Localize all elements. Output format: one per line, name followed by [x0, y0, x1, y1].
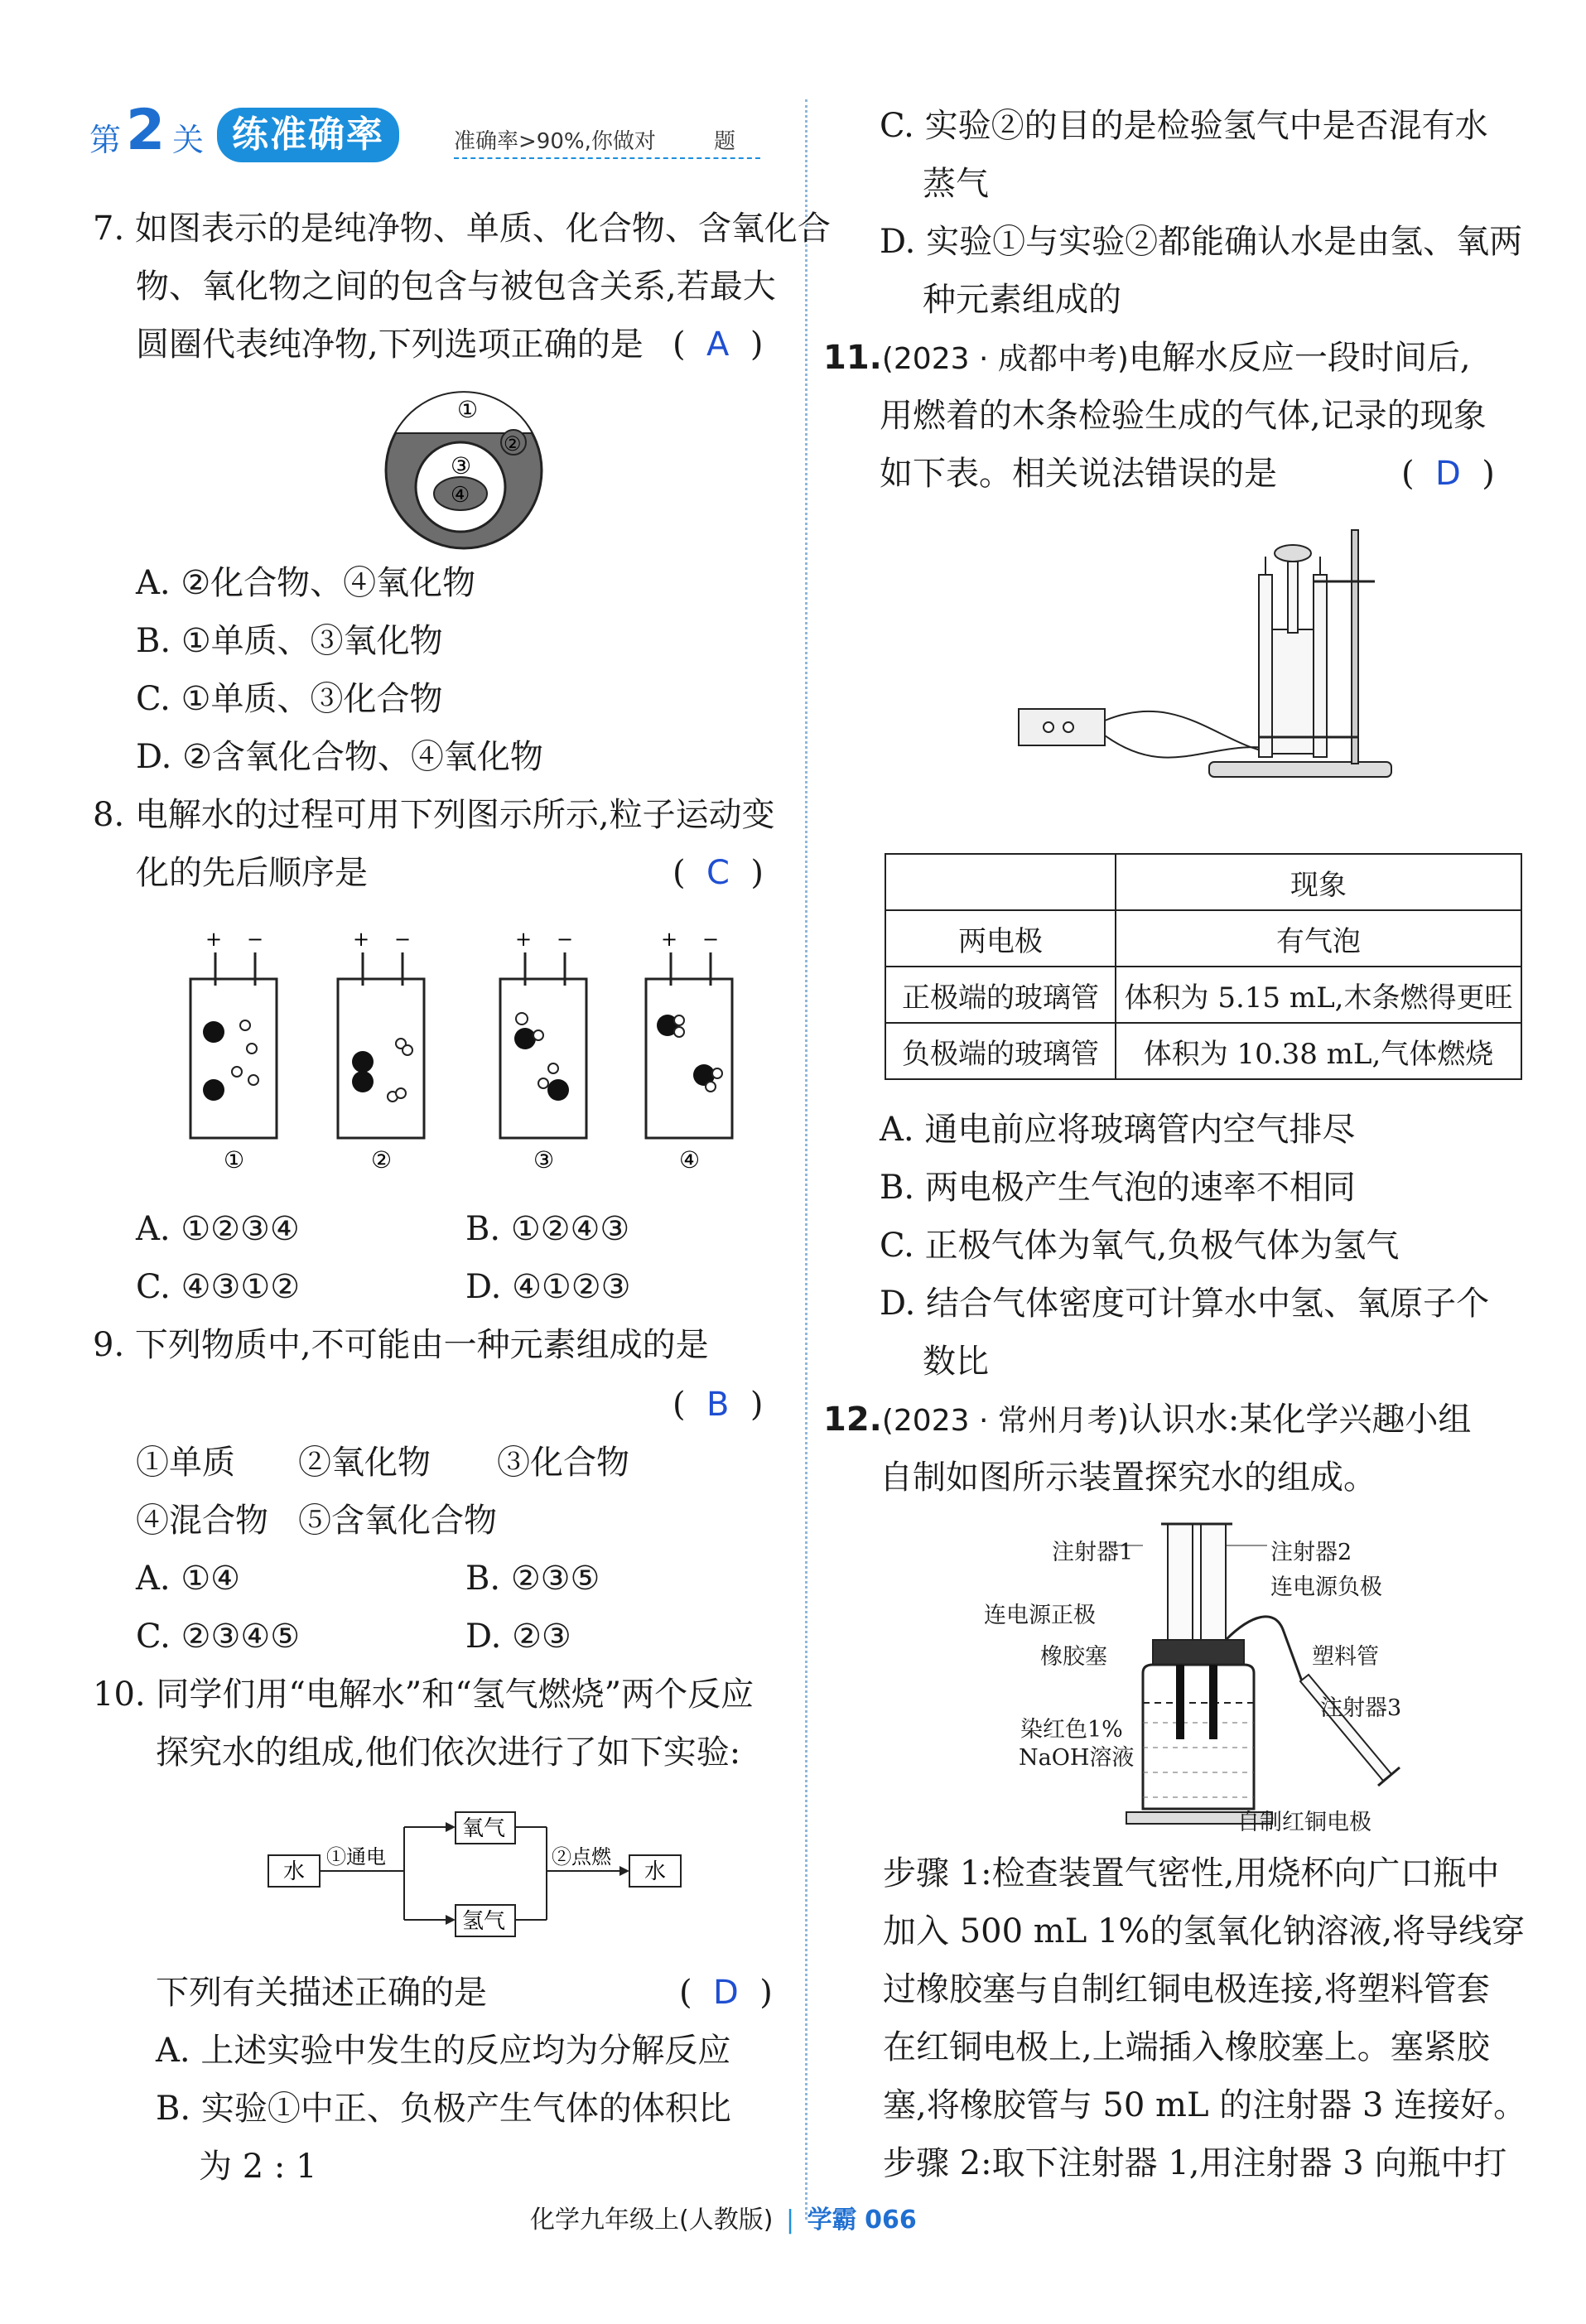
flow-water-1: 水	[283, 1859, 306, 1884]
venn-label-3: ③	[451, 452, 472, 480]
label-positive: 连电源正极	[984, 1603, 1096, 1628]
svg-text:−: −	[702, 928, 720, 951]
venn-label-2: ②	[504, 432, 522, 456]
q11-option-d: D. 结合气体密度可计算水中氢、氧原子个	[880, 1285, 1490, 1323]
q11-answer: D	[1435, 455, 1461, 493]
svg-text:+: +	[661, 928, 678, 951]
q8-panel-label-4: ④	[679, 1146, 701, 1174]
venn-label-4: ④	[451, 483, 470, 508]
q12-stem-line-1	[823, 1400, 1471, 1441]
q7-venn-diagram	[381, 388, 547, 553]
q11-stem-line-2: 用燃着的木条检验生成的气体,记录的现象	[880, 397, 1487, 435]
q10-option-b-cont: 为 2 : 1	[199, 2148, 317, 2186]
q8-stem-line-1: 8. 电解水的过程可用下列图示所示,粒子运动变	[93, 796, 775, 834]
left-tube	[1259, 575, 1272, 757]
q9-option-b: B. ②③⑤	[465, 1560, 600, 1598]
wide-mouth-bottle	[1143, 1665, 1254, 1809]
plus-sign: +	[205, 928, 223, 951]
q7-stem-line-2: 物、氧化物之间的包含与被包含关系,若最大	[136, 268, 776, 306]
q11-option-a: A. 通电前应将玻璃管内空气排尽	[880, 1111, 1356, 1149]
header-suffix: 关	[172, 122, 205, 158]
table-cell: 体积为 5.15 mL,木条燃得更旺	[1116, 967, 1521, 1023]
q9-answer: B	[706, 1386, 730, 1424]
q12-step-line-2: 加入 500 mL 1%的氢氧化钠溶液,将导线穿	[883, 1912, 1526, 1950]
q11-option-b: B. 两电极产生气泡的速率不相同	[880, 1169, 1356, 1207]
svg-text:−: −	[557, 928, 574, 951]
q8-panel-3	[500, 928, 586, 1174]
q11-source: (2023 · 成都中考)	[881, 342, 1129, 376]
q7-stem-line-1: 7. 如图表示的是纯净物、单质、化合物、含氧化合	[93, 210, 831, 248]
q8-option-a: A. ①②③④	[136, 1210, 300, 1248]
label-naoh-1: 染红色1%	[1020, 1717, 1123, 1743]
q8-particle-diagrams	[182, 928, 754, 1184]
q7-option-a: A. ②化合物、④氧化物	[136, 564, 476, 602]
table-cell: 负极端的玻璃管	[885, 1023, 1116, 1079]
q10-stem-line-2: 探究水的组成,他们依次进行了如下实验:	[156, 1733, 741, 1772]
syringe-2	[1201, 1524, 1226, 1640]
footer-separator: |	[785, 2206, 795, 2235]
q7-answer-box: ( A )	[672, 325, 764, 364]
q7-stem-line-3: 圆圈代表纯净物,下列选项正确的是	[136, 325, 644, 364]
q10-option-d-cont: 种元素组成的	[923, 281, 1121, 319]
q8-panel-label-3: ③	[533, 1146, 555, 1174]
flow-oxygen: 氧气	[462, 1816, 506, 1841]
q7-option-d: D. ②含氧化合物、④氧化物	[136, 738, 543, 776]
q8-stem-line-2: 化的先后顺序是	[136, 854, 368, 892]
q12-step-line-3: 过橡胶塞与自制红铜电极连接,将塑料管套	[883, 1970, 1490, 2008]
label-syringe-1: 注射器1	[1052, 1540, 1134, 1565]
q8-option-d: D. ④①②③	[465, 1268, 631, 1306]
q11-stem-text: 电解水反应一段时间后,	[1128, 339, 1471, 377]
header-note-end: 题	[714, 129, 736, 154]
svg-text:+: +	[515, 928, 533, 951]
q11-stem-line-1	[823, 338, 1471, 379]
q10-stem-line-1: 10. 同学们用“电解水”和“氢气燃烧”两个反应	[93, 1675, 754, 1714]
q9-option-a: A. ①④	[136, 1560, 241, 1598]
q11-number: 11.	[823, 339, 882, 377]
q9-answer-box: ( B )	[672, 1386, 764, 1424]
q8-answer-box: ( C )	[672, 854, 764, 892]
label-negative: 连电源负极	[1270, 1574, 1382, 1600]
header-underline	[454, 157, 760, 159]
table-row	[885, 1023, 1521, 1079]
q9-item-1: ①单质	[136, 1444, 235, 1482]
page-footer	[530, 2199, 917, 2235]
q7-option-c: C. ①单质、③化合物	[136, 680, 443, 718]
label-naoh-2: NaOH溶液	[1019, 1745, 1135, 1771]
q11-option-d-cont: 数比	[923, 1343, 989, 1381]
label-stopper: 橡胶塞	[1040, 1644, 1107, 1670]
flow-hydrogen: 氢气	[462, 1909, 506, 1934]
q10-option-d: D. 实验①与实验②都能确认水是由氢、氧两	[880, 223, 1523, 261]
q9-item-3: ③化合物	[497, 1444, 629, 1482]
q11-option-c: C. 正极气体为氧气,负极气体为氢气	[880, 1227, 1400, 1265]
q8-panel-2	[338, 928, 424, 1174]
electrode-left	[1176, 1665, 1184, 1739]
power-supply	[1019, 709, 1105, 745]
flow-step-1: ①通电	[326, 1845, 386, 1868]
label-plastic-tube: 塑料管	[1312, 1644, 1379, 1670]
q7-option-b: B. ①单质、③氧化物	[136, 622, 443, 660]
q8-panel-label-2: ②	[371, 1146, 393, 1174]
q12-stem-text: 认识水:某化学兴趣小组	[1128, 1401, 1472, 1439]
q12-step-line-4: 在红铜电极上,上端插入橡胶塞上。塞紧胶	[883, 2028, 1490, 2066]
q8-option-c: C. ④③①②	[136, 1268, 301, 1306]
q9-item-5: ⑤含氧化合物	[298, 1502, 497, 1540]
q11-electrolysis-apparatus	[1010, 513, 1408, 787]
table-cell: 有气泡	[1116, 910, 1521, 967]
footer-page-number: 066	[865, 2206, 917, 2235]
table-header-row	[885, 854, 1521, 910]
q10-prompt: 下列有关描述正确的是	[156, 1974, 487, 2012]
q11-stem-line-3: 如下表。相关说法错误的是	[880, 455, 1277, 493]
electrode-right	[1209, 1665, 1217, 1739]
q10-option-b: B. 实验①中正、负极产生气体的体积比	[156, 2090, 731, 2128]
svg-text:−: −	[394, 928, 412, 951]
q8-answer: C	[706, 854, 730, 892]
q8-panel-label-1: ①	[224, 1146, 245, 1174]
q11-observation-table	[885, 853, 1522, 1080]
q12-source: (2023 · 常州月考)	[881, 1404, 1129, 1438]
q12-step-line-5: 塞,将橡胶管与 50 mL 的注射器 3 连接好。	[883, 2086, 1527, 2124]
q10-flow-diagram	[257, 1804, 687, 1945]
rubber-stopper	[1153, 1640, 1244, 1665]
q8-option-b: B. ①②④③	[465, 1210, 630, 1248]
stand-rod	[1352, 530, 1358, 764]
table-cell: 正极端的玻璃管	[885, 967, 1116, 1023]
q9-stem: 9. 下列物质中,不可能由一种元素组成的是	[93, 1326, 709, 1364]
q11-answer-box: ( D )	[1401, 455, 1495, 493]
venn-label-1: ①	[457, 396, 479, 423]
q7-answer: A	[706, 325, 730, 364]
footer-brand: 学霸	[807, 2206, 857, 2235]
q12-step-line-6: 步骤 2:取下注射器 1,用注射器 3 向瓶中打	[883, 2144, 1507, 2182]
table-cell: 两电极	[885, 910, 1116, 967]
header-note: 准确率>90%,你做对	[454, 129, 656, 154]
q10-answer-box: ( D )	[679, 1974, 773, 2012]
q8-panel-1	[190, 928, 277, 1174]
column-divider	[805, 99, 807, 2220]
label-syringe-3: 注射器3	[1320, 1695, 1402, 1721]
q9-item-4: ④混合物	[136, 1502, 268, 1540]
q9-item-2: ②氧化物	[298, 1444, 431, 1482]
table-row	[885, 967, 1521, 1023]
q10-option-a: A. 上述实验中发生的反应均为分解反应	[156, 2032, 731, 2070]
table-row	[885, 910, 1521, 967]
right-tube	[1314, 575, 1327, 757]
q10-option-c: C. 实验②的目的是检验氢气中是否混有水	[880, 107, 1488, 145]
table-header-cell-2: 现象	[1116, 854, 1521, 910]
q9-option-d: D. ②③	[465, 1618, 571, 1656]
q12-number: 12.	[823, 1401, 882, 1439]
syringe-1	[1168, 1524, 1193, 1640]
table-cell: 体积为 10.38 mL,气体燃烧	[1116, 1023, 1521, 1079]
q12-step-line-1: 步骤 1:检查装置气密性,用烧杯向广口瓶中	[883, 1854, 1500, 1892]
minus-sign: −	[247, 928, 264, 951]
footer-subject: 化学九年级上(人教版)	[530, 2206, 774, 2235]
q12-apparatus	[1110, 1516, 1425, 1839]
svg-text:+: +	[353, 928, 370, 951]
q12-stem-line-2: 自制如图所示装置探究水的组成。	[880, 1459, 1376, 1497]
q10-option-c-cont: 蒸气	[923, 165, 989, 203]
header-level: 2	[126, 98, 166, 163]
header-badge: 练准确率	[217, 108, 399, 162]
header-prefix: 第	[89, 122, 122, 158]
reservoir	[1275, 545, 1311, 562]
label-syringe-2: 注射器2	[1270, 1540, 1352, 1565]
table-header-cell-1	[885, 854, 1116, 910]
label-electrode: 自制红铜电极	[1237, 1810, 1371, 1835]
stand-base	[1209, 762, 1391, 777]
q10-answer: D	[713, 1974, 739, 2012]
q9-option-c: C. ②③④⑤	[136, 1618, 301, 1656]
flow-water-2: 水	[644, 1859, 667, 1884]
q8-panel-4	[646, 928, 732, 1174]
flow-step-2: ②点燃	[552, 1845, 611, 1868]
